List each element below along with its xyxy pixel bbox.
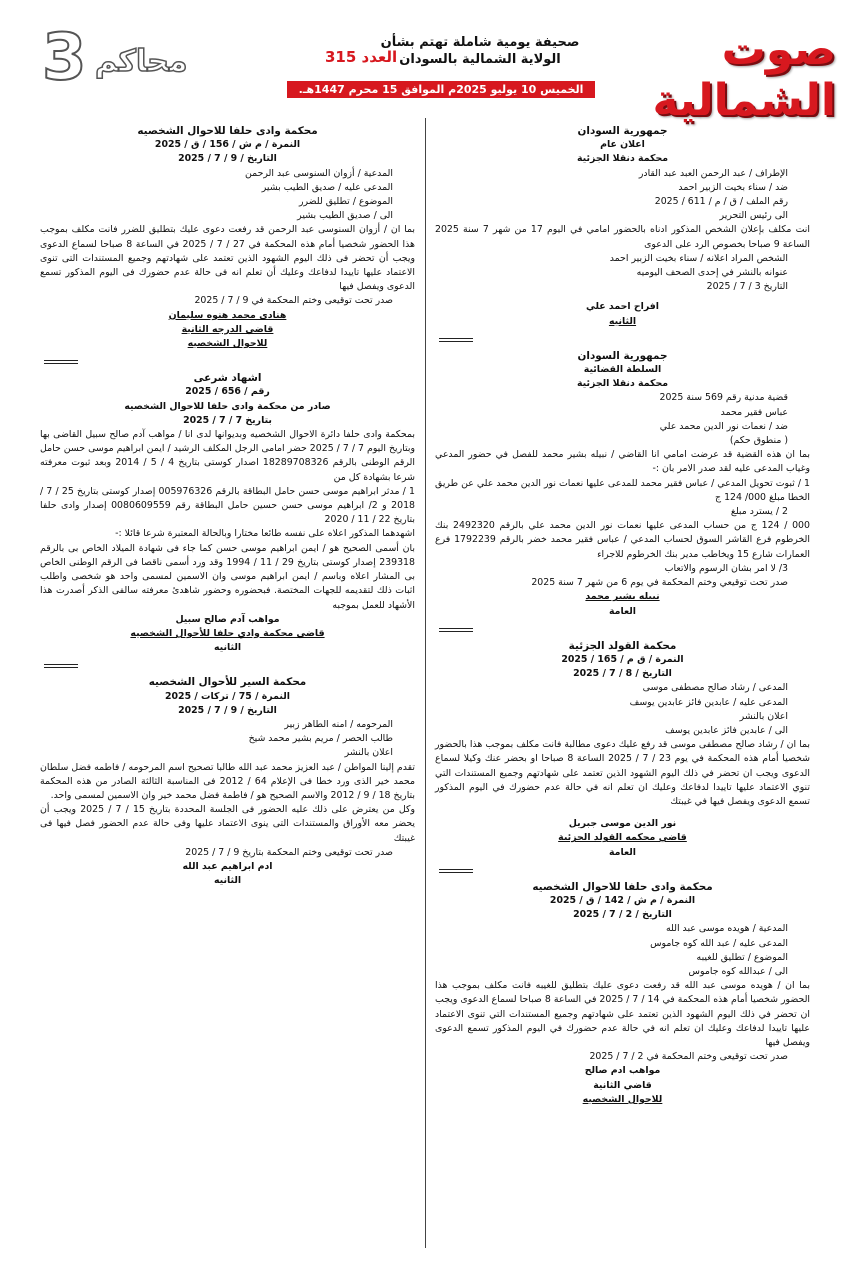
ruling-item: 2 / يسترد مبلغ xyxy=(730,506,788,518)
party-line: ضد / سناء بخيت الزبير احمد xyxy=(678,181,788,193)
signatory-name: نبيله بشير محمد xyxy=(585,591,660,603)
notice-body: اشهدهما المذكور اعلاه على نفسه طائعا مختارا وبالحالة المعتبرة شرعا قائلا :- xyxy=(115,528,415,540)
signatory-name: نور الدين موسى جبريل xyxy=(568,818,677,830)
addressee-line: الى / عابدين فائز عابدين يوسف xyxy=(665,724,788,736)
subject-line: الموضوع / تطليق للضرر xyxy=(298,196,393,208)
signatory-title: للاحوال الشخصيه xyxy=(582,1093,663,1105)
subject-line: الموضوع / تطليق للغيبه xyxy=(696,951,788,963)
party-line: المدعى عليه / عابدين فائز عابدين يوسف xyxy=(629,696,788,708)
addressee-line: الى رئيس التحرير xyxy=(719,210,788,222)
addressee-line: الى / عبدالله كوه جاموس xyxy=(688,965,788,977)
party-line: المرحومه / امنه الطاهر زبير xyxy=(284,718,393,730)
signatory-name: مواهب ادم صالح xyxy=(584,1065,661,1077)
column-divider xyxy=(425,118,426,1248)
signatory-title: العامة xyxy=(608,605,637,617)
signatory-title: الثانيه xyxy=(608,315,637,327)
notice-legal-attestation xyxy=(40,371,415,655)
party-line: المدعية / هويده موسى عبد الله xyxy=(665,923,788,935)
tagline-line-2: الولاية الشمالية بالسودان xyxy=(399,52,561,67)
notice-separator xyxy=(40,357,415,365)
addressee-line: الى / صديق الطيب بشير xyxy=(297,210,393,222)
notice-body: بما ان / رشاد صالح مصطفى موسى قد رفع عليك دعوى مطالبة فانت مكلف بموجب هذا بالحضور شخصيا أمام هذه المحكمة في يوم 23 / 7 / 2025 الساعة 8 صباحا او بحضر عنك وكيلا لسماع الدعوى ويجب ان تحضر في ذلك اليوم الشهود الذين تعتمد على شهادتهم وجميع المستندات التي تنوي الاعتماد عليها تاييدا لدفاعك وعليك ان تعلم انه في حالة عدم حضورك في اليوم المذكور تسمع الدعوى ويفصل فيها في غيبتك xyxy=(435,739,811,807)
file-number: رقم الملف / ق / م / 611 / 2025 xyxy=(654,196,788,208)
case-number: النمرة / م ش / 142 / ق / 2025 xyxy=(549,894,696,906)
issued-line: صدر تحت توقيعي وختم المحكمة في يوم 6 من شهر 7 سنة 2025 xyxy=(531,577,788,589)
court-name: محكمة دنقلا الجزئية xyxy=(576,153,669,165)
case-number: النمرة / ق م / 165 / 2025 xyxy=(561,653,684,665)
notice-sir-court-estate xyxy=(40,675,415,888)
witness-line: 1 / مدثر ابراهيم موسى حسن حامل البطاقة بالرقم 005976326 إصدار كوستى بتاريخ 25 / 7 / 2018 و 2/ ابراهيم موسى حسن حسين حامل البطاقة رقم 0080609559 إصدار وادى حلفا بتاريخ 22 / 11 / 2020 xyxy=(40,485,416,526)
tagline-line-1: صحيفة يومية شاملة تهتم بشأن xyxy=(380,35,580,50)
notice-type: اعلان بالنشر xyxy=(739,710,788,722)
notice-dongola-judgment xyxy=(435,349,810,619)
tagline xyxy=(370,34,590,68)
issued-line: صدر تحت توقيعى وختم المحكمة في 2 / 7 / 2025 xyxy=(589,1051,788,1063)
signatory-title: قاضي محكمه القولد الجزئية xyxy=(558,832,687,844)
date-line: التاريخ / 2 / 7 / 2025 xyxy=(573,909,672,921)
date-line: التاريخ 3 / 7 / 2025 xyxy=(706,281,788,293)
ruling-item: 3/ لا امر بشان الرسوم والاتعاب xyxy=(664,562,788,574)
signatory-title: قاضي الدرجه الثانية xyxy=(181,323,274,335)
ruling-item: 000 / 124 ج من حساب المدعى عليها نعمات نور الدين محمد علي بالرقم 2492320 بنك الخرطوم فرع القاشر السوق لحساب المدعي / عباس فقير محمد خضر بالرقم 1792239 فرع العمارات شارع 15 ويخاطب مدير بنك الخرطوم للاجراء xyxy=(435,520,810,560)
court-name: محكمة السير للأحوال الشخصيه xyxy=(148,676,307,689)
notice-body: بما ان / أزوان السنوسى عبد الرحمن قد رفعت دعوى عليك بتطليق للضرر فانت مكلف بموجب هذا الحضور شخصيا أمام هذه المحكمة في 27 / 7 / 2025 في الساعة 8 صباحا لسماع الدعوى ويجب أن تحضر فى ذلك اليوم الشهود الذين تعتمد على شهادتهم وجميع المستندات التى تنوى الاعتماد عليها تاييدا لدفاعك وعليك أن تعلم انه فى حالة عدم حضورك فى اليوم المذكور تسمع الدعوى ويفصل فيها xyxy=(40,224,415,293)
left-column xyxy=(40,124,415,894)
notice-heading: السلطة القضائية xyxy=(583,364,662,376)
date-line: التاريخ / 9 / 7 / 2025 xyxy=(178,704,277,716)
party-line: الإطراف / عبد الرحمن العبد عبد القادر xyxy=(638,167,788,179)
signatory-name: مواهب آدم صالح سبيل xyxy=(175,613,280,625)
party-line: عباس فقير محمد xyxy=(720,406,788,418)
notice-separator xyxy=(40,661,415,669)
newspaper-logo: صوت الشمالية xyxy=(652,24,836,126)
notice-body: بمحكمة وادى حلفا دائرة الاحوال الشخصيه وبديوانها لدى انا / مواهب آدم صالح سبيل القاضى بها وبتاريخ اليوم 7 / 7 / 2025 حضر امامى الرجل المكلف الرشيد / ايمن ابراهيم موسى حسن حامل الرقم الوطنى بالرقم 18289708326 اصدار كوستى بتاريخ 4 / 5 / 2014 وبعد ثبوت معرفته شرعا بشهادة كل من xyxy=(40,429,416,483)
party-line: المدعى عليه / صديق الطيب بشير xyxy=(261,181,393,193)
signatory-name: هنادى محمد هنوه سليمان xyxy=(168,309,287,321)
signatory-title: قاضي محكمة وادي حلفا للأحوال الشخصيه xyxy=(130,627,325,639)
notice-heading: اعلان عام xyxy=(600,139,645,151)
notice-separator xyxy=(435,866,810,874)
notice-heading: اشهاد شرعى xyxy=(193,372,262,385)
signatory-title: قاضي الثانية xyxy=(593,1079,652,1091)
party-line: المدعية / أزوان السنوسى عبد الرحمن xyxy=(245,167,393,179)
notice-type: اعلان بالنشر xyxy=(344,747,393,759)
notice-wadi-halfa-absence xyxy=(435,880,810,1107)
case-number: قضية مدنية رقم 569 سنة 2025 xyxy=(659,392,788,404)
date-line: التاريخ / 9 / 7 / 2025 xyxy=(178,153,277,165)
party-line: الشخص المراد اعلانه / سناء بخيت الزبير احمد xyxy=(609,252,788,264)
notice-wadi-halfa-harm xyxy=(40,124,415,351)
court-name: محكمة وادى حلفا للاحوال الشخصيه xyxy=(137,125,318,137)
notice-body: وكل من يعترض على ذلك عليه الحضور فى الجلسة المحددة بتاريخ 15 / 7 / 2025 ويجب أن يحضر معه الأوراق والمستندات التى ينوى الاعتماد عليها وفى حالة عدم الحضور فصل فيها فى غيبتك xyxy=(40,804,416,844)
signatory-name: ادم ابراهيم عبد الله xyxy=(182,860,273,872)
dateline-banner: الخميس 10 يوليو 2025م الموافق 15 محرم 1447هـ. xyxy=(287,81,595,98)
court-name: محكمة وادى حلفا للاحوال الشخصيه xyxy=(532,880,713,893)
page-number: 3 xyxy=(42,21,87,95)
case-number: رقم / 656 / 2025 xyxy=(185,386,270,398)
notice-body: بما ان / هويده موسى عبد الله قد رفعت دعوى عليك بتطليق للغيبه فانت مكلف بموجب هذا الحضور شخصيا أمام هذه المحكمة في 14 / 7 / 2025 في الساعة 8 صباحا لسماع الدعوى ويجب ان تحضر في ذلك اليوم الشهود الذين تعتمد على شهادتهم وجميع المستندات التي تنوى الاعتماد عليها تاييدا لدفاعك وعليك ان تعلم انه في حالة عدم حضورك في اليوم المذكور تسمع الدعوى ويفصل فيها xyxy=(435,980,811,1048)
notice-dongola-general xyxy=(435,124,810,329)
court-name: محكمة دنقلا الجزئية xyxy=(576,378,669,390)
ruling-item: 1 / ثبوت تحويل المدعي / عباس فقير محمد للمدعى عليها نعمات نور الدين محمد علي عن طريق الخطا مبلغ 000/ 124 ج xyxy=(435,477,810,503)
party-line: طالب الحصر / مريم بشير محمد شيخ xyxy=(248,733,393,745)
signatory-title: العامة xyxy=(608,846,637,858)
notice-separator xyxy=(435,625,810,633)
section-name: محاكم xyxy=(95,44,188,79)
signatory-name: افراح احمد علي xyxy=(585,301,660,313)
party-line: المدعى / رشاد صالح مصطفى موسى xyxy=(642,682,788,694)
party-line: المدعى عليه / عبد الله كوه جاموس xyxy=(650,937,788,949)
notice-body: تقدم إلينا المواطن / عبد العزيز محمد عبد الله طالبا تصحيح اسم المرحومه / فاطمه فضل سلطان محمد خير الذى ورد خطا فى الإعلام 64 / 2012 فى المناسبة الثالثة الصادر من هذه المحكمة بتاريخ 18 / 9 / 2012 والاسم الصحيح هو / فاطمة فضل محمد خير وان الاسمين لمسمى واحد. xyxy=(40,761,415,801)
notice-body: انت مكلف بإعلان الشخص المذكور ادناه بالحضور امامي في اليوم 17 من شهر 7 سنة 2025 الساعة 9 صباحا بخصوص الرد على الدعوى xyxy=(435,224,810,250)
case-number: النمرة / م ش / 156 / ق / 2025 xyxy=(154,139,301,151)
issue-number: العدد 315 xyxy=(325,48,398,66)
notice-body: بما ان هذه القضية قد عرضت امامي انا القاضي / نبيله بشير محمد للفصل في حضور المدعي وغياب المدعى عليه لقد صدر الامر بان :- xyxy=(435,449,810,475)
signatory-title: الثانيه xyxy=(213,642,242,654)
case-number: النمرة / 75 / تركات / 2025 xyxy=(165,690,290,702)
notice-body: بان أسمى الصحيح هو / ايمن ابراهيم موسى حسن كما جاء فى شهادة الميلاد الخاص بى بالرقم 239318 إصدار كوستى بتاريخ 29 / 11 / 1994 وقد ورد أسمى ناقصا فى الرقم الوطنى الخاص بى المشار اعلاه وباسم / ايمن ابراهيم موسى وان الاسمين لمسمى واحد هو شخصى واطلب اثبات ذلك لتقديمه للجهات المختصة. فبحضوره وحضور شاهدئ معرفته سالفى الذكر أصدرت هذا الأشهاد للعمل بموجبه xyxy=(40,542,415,611)
address-line: عنوانه بالنشر في إحدى الصحف اليوميه xyxy=(636,267,788,279)
court-name: محكمة القولد الجزئية xyxy=(568,639,677,652)
notice-golid-court xyxy=(435,639,810,860)
signatory-title: الثانيه xyxy=(213,875,242,887)
party-line: ضد / نعمات نور الدين محمد علي xyxy=(659,420,788,432)
issued-line: صدر تحت توقيعى وختم المحكمة في 9 / 7 / 2025 xyxy=(194,295,393,307)
notice-heading: جمهورية السودان xyxy=(577,125,668,137)
issued-line: صدر تحت توقيعى وختم المحكمة بتاريخ 9 / 7 / 2025 xyxy=(185,846,393,858)
date-line: بتاريخ 7 / 7 / 2025 xyxy=(183,414,272,426)
notice-heading: جمهورية السودان xyxy=(577,349,668,362)
court-name: صادر من محكمة وادى حلفا للاحوال الشخصيه xyxy=(124,400,331,412)
date-line: التاريخ / 8 / 7 / 2025 xyxy=(573,668,672,680)
right-column xyxy=(435,124,810,1113)
signatory-title: للاحوال الشخصيه xyxy=(187,338,268,350)
notice-separator xyxy=(435,335,810,343)
notice-type: ( منطوق حكم) xyxy=(729,435,788,447)
masthead xyxy=(0,0,850,126)
